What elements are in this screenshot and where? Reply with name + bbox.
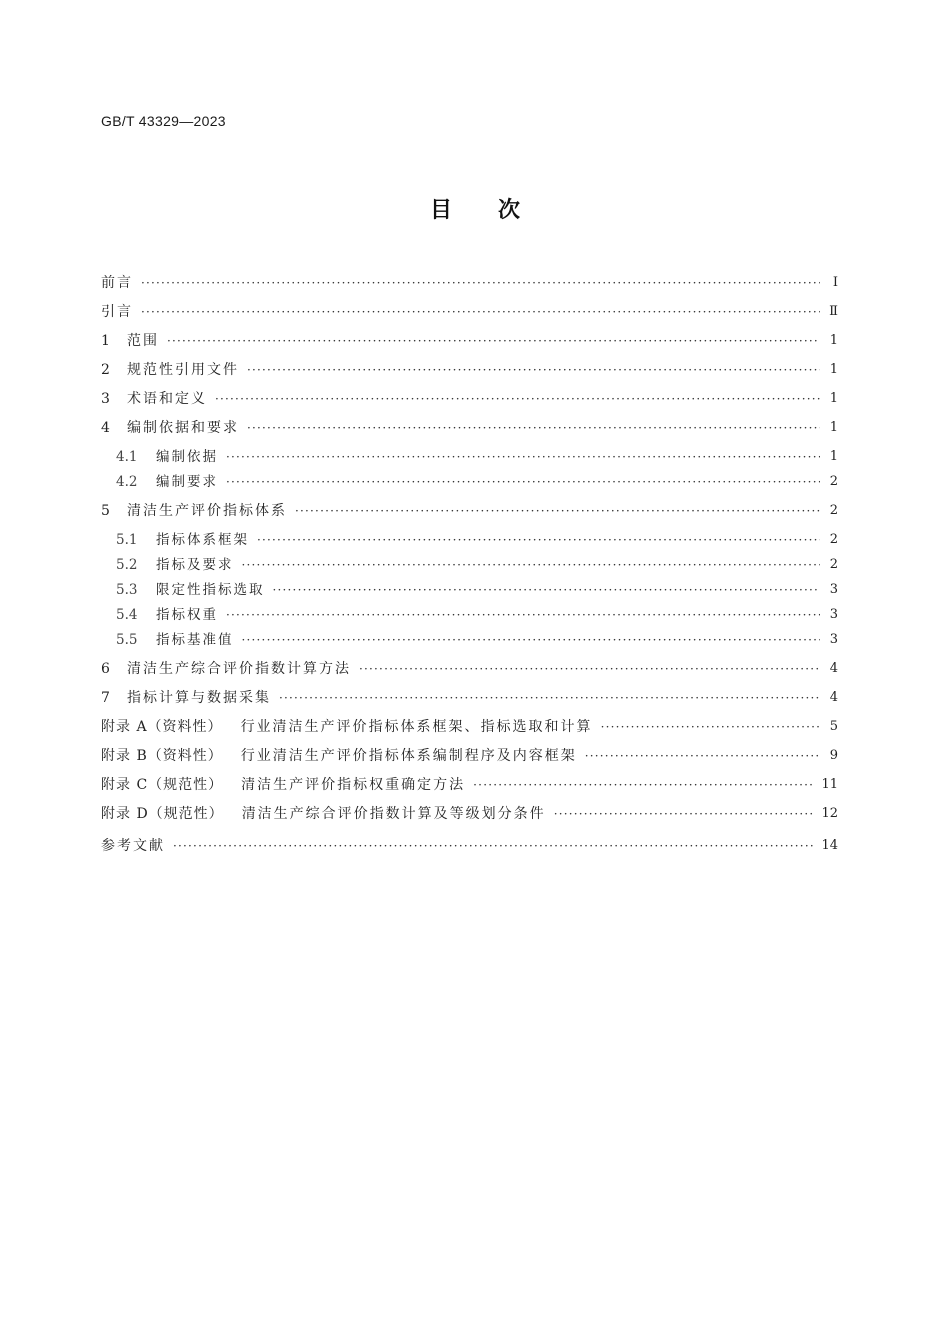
toc-page-number: 4 <box>829 690 838 705</box>
toc-entry-4-2[interactable] <box>116 469 838 495</box>
toc-page-number: 11 <box>821 777 838 792</box>
toc-leader-dots <box>242 552 821 578</box>
toc-page-number: 1 <box>829 420 838 435</box>
toc-entry-label: 行业清洁生产评价指标体系编制程序及内容框架 <box>240 748 577 764</box>
toc-page-number: 2 <box>829 557 838 572</box>
toc-entry-label: 清洁生产评价指标体系 <box>127 503 287 519</box>
toc-leader-dots <box>215 386 820 412</box>
toc-page-number: 1 <box>829 362 838 377</box>
toc-page-number: 1 <box>829 391 838 406</box>
toc-entry-label: 清洁生产评价指标权重确定方法 <box>241 777 466 793</box>
toc-entry-number: 5.3 <box>116 582 138 598</box>
toc-entry-label: 指标基准值 <box>156 632 234 648</box>
toc-page-number: 3 <box>829 607 838 622</box>
toc-leader-dots <box>601 714 820 740</box>
toc-entry-label: 编制依据和要求 <box>127 420 239 436</box>
toc-entry-appendix-a[interactable] <box>101 714 838 740</box>
toc-entry-number: 3 <box>101 391 110 407</box>
toc-entry-5[interactable] <box>101 498 838 524</box>
toc-leader-dots <box>473 772 813 798</box>
toc-entry-number: 4.1 <box>116 449 138 465</box>
toc-page-number: Ⅱ <box>829 304 838 319</box>
document-code: GB/T 43329—2023 <box>101 113 226 129</box>
toc-entry-1[interactable] <box>101 328 838 354</box>
toc-page-number: 5 <box>829 719 838 734</box>
toc-leader-dots <box>247 415 820 441</box>
toc-leader-dots <box>167 328 820 354</box>
toc-entry-label: 规范性引用文件 <box>127 362 239 378</box>
toc-leader-dots <box>226 444 820 470</box>
toc-entry-number: 4.2 <box>116 474 138 490</box>
toc-appendix-prefix: 附录 D（规范性） <box>101 806 224 822</box>
page-title: 目次 <box>429 198 566 223</box>
toc-entry-number: 5 <box>101 503 110 519</box>
toc-leader-dots <box>141 299 820 325</box>
toc-entry-number: 7 <box>101 690 110 706</box>
toc-entry-references[interactable] <box>101 833 838 859</box>
toc-entry-label: 行业清洁生产评价指标体系框架、指标选取和计算 <box>240 719 593 735</box>
toc-entry-number: 4 <box>101 420 110 436</box>
toc-entry-foreword[interactable] <box>101 270 838 296</box>
toc-page-number: Ⅰ <box>832 275 838 290</box>
toc-entry-5-4[interactable] <box>116 602 838 628</box>
toc-entry-label: 限定性指标选取 <box>156 582 265 598</box>
toc-leader-dots <box>585 743 820 769</box>
toc-entry-4-1[interactable] <box>116 444 838 470</box>
toc-entry-5-3[interactable] <box>116 577 838 603</box>
toc-entry-2[interactable] <box>101 357 838 383</box>
toc-page-number: 3 <box>829 582 838 597</box>
toc-entry-number: 5.4 <box>116 607 138 623</box>
toc-entry-5-5[interactable] <box>116 627 838 653</box>
toc-entry-label: 编制依据 <box>156 449 218 465</box>
toc-page-number: 1 <box>829 333 838 348</box>
toc-leader-dots <box>554 801 814 827</box>
toc-leader-dots <box>257 527 820 553</box>
toc-entry-label: 清洁生产综合评价指数计算及等级划分条件 <box>241 806 546 822</box>
toc-leader-dots <box>295 498 820 524</box>
toc-leader-dots <box>273 577 821 603</box>
toc-appendix-prefix: 附录 B（资料性） <box>101 748 223 764</box>
toc-entry-label: 引言 <box>101 304 133 320</box>
toc-leader-dots <box>226 469 820 495</box>
toc-entry-3[interactable] <box>101 386 838 412</box>
toc-entry-number: 5.5 <box>116 632 138 648</box>
toc-entry-7[interactable] <box>101 685 838 711</box>
toc-page-number: 14 <box>821 838 838 853</box>
toc-leader-dots <box>226 602 820 628</box>
toc-entry-label: 指标体系框架 <box>156 532 249 548</box>
toc-entry-label: 指标及要求 <box>156 557 234 573</box>
toc-appendix-prefix: 附录 A（资料性） <box>101 719 223 735</box>
toc-entry-label: 范围 <box>127 333 159 349</box>
toc-page-number: 1 <box>829 449 838 464</box>
toc-entry-appendix-b[interactable] <box>101 743 838 769</box>
toc-entry-label: 术语和定义 <box>127 391 207 407</box>
toc-entry-label: 清洁生产综合评价指数计算方法 <box>127 661 351 677</box>
toc-entry-number: 6 <box>101 661 110 677</box>
toc-entry-appendix-d[interactable] <box>101 801 838 827</box>
toc-page-number: 4 <box>829 661 838 676</box>
toc-entry-appendix-c[interactable] <box>101 772 838 798</box>
toc-entry-label: 指标计算与数据采集 <box>127 690 271 706</box>
toc-page-number: 9 <box>829 748 838 763</box>
toc-entry-number: 2 <box>101 362 110 378</box>
toc-entry-number: 1 <box>101 333 110 349</box>
toc-leader-dots <box>141 270 820 296</box>
toc-entry-5-1[interactable] <box>116 527 838 553</box>
toc-page-number: 2 <box>829 474 838 489</box>
toc-entry-label: 编制要求 <box>156 474 218 490</box>
toc-entry-5-2[interactable] <box>116 552 838 578</box>
toc-entry-number: 5.1 <box>116 532 138 548</box>
toc-entry-4[interactable] <box>101 415 838 441</box>
toc-entry-introduction[interactable] <box>101 299 838 325</box>
toc-entry-label: 参考文献 <box>101 838 165 854</box>
toc-entry-number: 5.2 <box>116 557 138 573</box>
toc-leader-dots <box>247 357 820 383</box>
toc-page-number: 3 <box>829 632 838 647</box>
toc-page-number: 12 <box>821 806 838 821</box>
toc-leader-dots <box>359 656 820 682</box>
toc-leader-dots <box>242 627 821 653</box>
toc-entry-label: 指标权重 <box>156 607 218 623</box>
toc-entry-label: 前言 <box>101 275 133 291</box>
toc-leader-dots <box>173 833 813 859</box>
toc-appendix-prefix: 附录 C（规范性） <box>101 777 224 793</box>
toc-page-number: 2 <box>829 532 838 547</box>
toc-leader-dots <box>279 685 820 711</box>
toc-page-number: 2 <box>829 503 838 518</box>
toc-entry-6[interactable] <box>101 656 838 682</box>
